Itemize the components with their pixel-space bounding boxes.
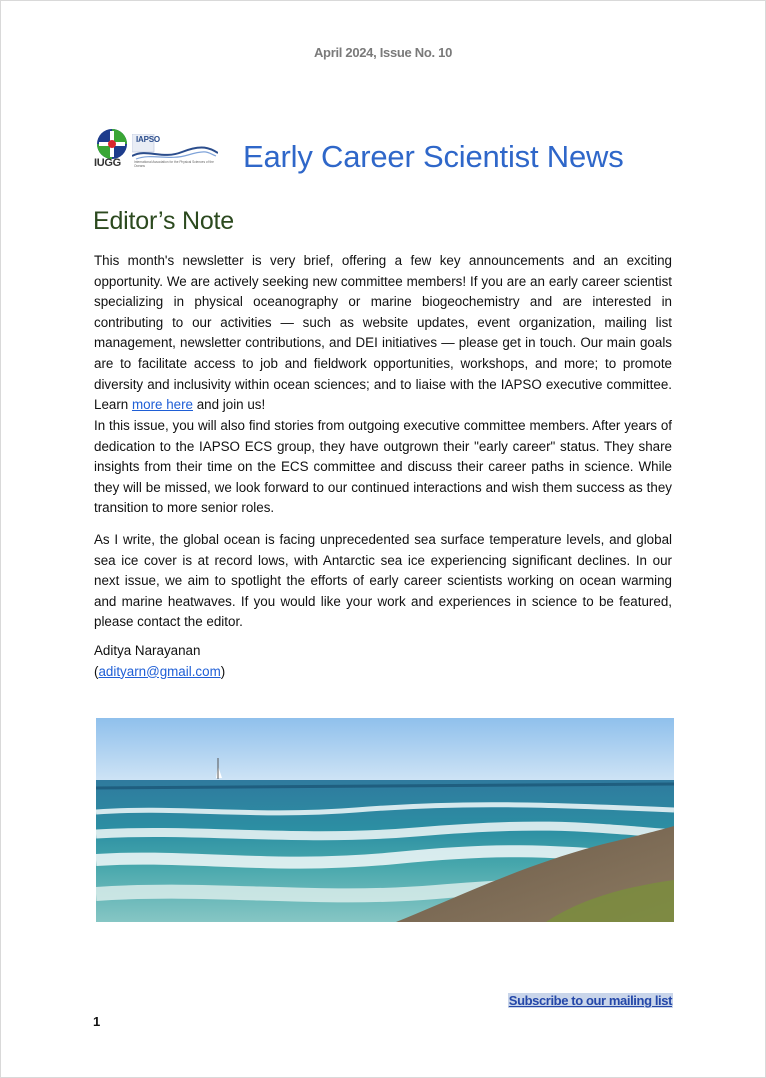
issue-line: April 2024, Issue No. 10 <box>313 45 453 60</box>
paragraph-1-tail: and join us! <box>193 397 266 413</box>
paragraph-3: As I write, the global ocean is facing unprecedented sea surface temperature levels, and global sea ice cover is at record lows, with Antarctic sea ice experiencing significant declines. In our next issue, we aim to spotlight the efforts of early career scientists working on ocean warming and marine heatwaves. If you would like your work and experiences in science to be featured, please contact the editor. <box>94 532 672 630</box>
logo-group <box>94 126 220 174</box>
email-close-paren: ) <box>220 663 226 679</box>
paragraph-1-text: This month's newsletter is very brief, offering a few key announcements and an exciting opportunity. We are actively seeking new committee members! If you are an early career scientist specializing in physical oceanography or marine biogeochemistry and are interested in contributing to our activities — such as website updates, event organization, mailing list management, newsletter contributions, and DEI initiatives — please get in touch. Our main goals are to facilitate access to job and fieldwork opportunities, workshops, and more; to promote diversity and inclusivity within ocean sciences; and to liaise with the IAPSO executive committee. Learn <box>94 253 672 413</box>
iugg-label: IUGG <box>94 157 121 169</box>
more-here-link[interactable]: more here <box>131 397 193 413</box>
newsletter-title: Early Career Scientist News <box>243 139 624 174</box>
iapso-subtitle: International Association for the Physical Sciences of the Oceans <box>134 160 214 168</box>
page-number: 1 <box>93 1014 101 1029</box>
ocean-photo <box>96 718 674 922</box>
paragraph-1 <box>94 251 672 416</box>
iugg-logo-icon <box>96 128 128 160</box>
signature-email-line <box>94 662 225 683</box>
signature-name: Aditya Narayanan <box>94 643 201 658</box>
paragraph-2: In this issue, you will also find stories from outgoing executive committee members. After years of dedication to the IAPSO ECS group, they have outgrown their "early career" status. They share insights from their time on the ECS committee and discuss their career paths in science. While they will be missed, we look forward to our continued interactions and wish them success as they transition to more senior roles. <box>94 418 672 516</box>
signature <box>94 641 225 682</box>
email-link[interactable]: adityarn@gmail.com <box>98 663 221 679</box>
section-heading: Editor’s Note <box>93 207 234 235</box>
subscribe-link[interactable]: Subscribe to our mailing list <box>508 993 672 1008</box>
email-open-paren: ( <box>94 663 99 679</box>
iapso-label: IAPSO <box>136 135 160 144</box>
